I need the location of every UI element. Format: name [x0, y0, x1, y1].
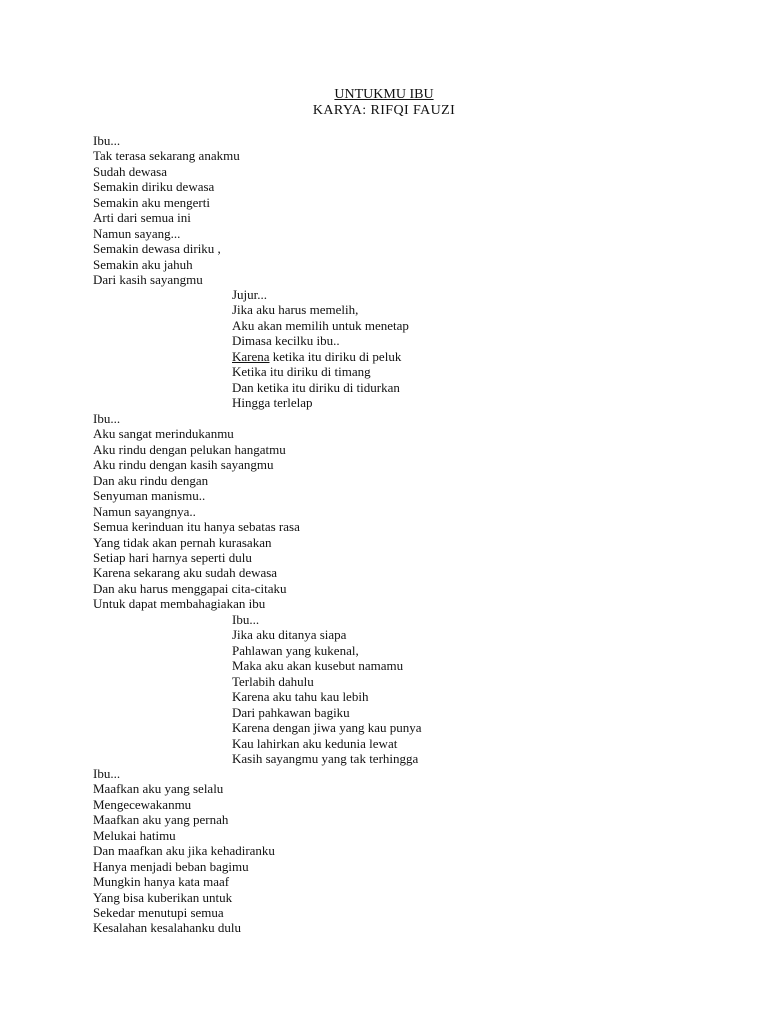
- poem-line: Karena sekarang aku sudah dewasa: [93, 565, 278, 581]
- poem-line: Sudah dewasa: [93, 163, 168, 179]
- poem-line: Sekedar menutupi semua: [93, 904, 224, 920]
- poem-line: Setiap hari harnya seperti dulu: [93, 549, 252, 565]
- stanza-5: [93, 766, 275, 936]
- poem-line: Kesalahan kesalahanku dulu: [93, 920, 242, 936]
- poem-line: Mengecewakanmu: [93, 796, 192, 812]
- poem-line: [232, 349, 409, 364]
- poem-line: Dimasa kecilku ibu..: [232, 333, 340, 349]
- poem-line: Namun sayangnya..: [93, 503, 196, 519]
- poem-line: Ibu...: [93, 766, 121, 781]
- poem-line: Terlabih dahulu: [232, 673, 314, 689]
- poem-line: Maka aku akan kusebut namamu: [232, 658, 404, 674]
- poem-line: Ibu...: [232, 612, 260, 627]
- poem-line: Dan maafkan aku jika kehadiranku: [93, 843, 275, 859]
- poem-line: Hingga terlelap: [232, 395, 313, 411]
- poem-line: Kasih sayangmu yang tak terhingga: [232, 750, 419, 766]
- poem-line: Kau lahirkan aku kedunia lewat: [232, 735, 398, 751]
- poem-line: Pahlawan yang kukenal,: [232, 642, 359, 658]
- poem-line-rest: ketika itu diriku di peluk: [269, 348, 402, 364]
- poem-line: Maafkan aku yang selalu: [93, 781, 224, 797]
- poem-line: Semakin aku jahuh: [93, 256, 193, 272]
- poem-line: Jujur...: [232, 287, 268, 302]
- poem-line: Jika aku ditanya siapa: [232, 627, 347, 643]
- poem-line: Ketika itu diriku di timang: [232, 364, 371, 380]
- poem-line: Yang bisa kuberikan untuk: [93, 889, 233, 905]
- poem-author: KARYA: RIFQI FAUZI: [312, 103, 456, 118]
- poem-line: Mungkin hanya kata maaf: [93, 874, 230, 890]
- poem-line: Aku akan memilih untuk menetap: [232, 317, 409, 333]
- poem-line: Aku rindu dengan pelukan hangatmu: [93, 441, 286, 457]
- poem-line: Dan aku rindu dengan: [93, 472, 209, 488]
- poem-line: Jika aku harus memelih,: [232, 302, 359, 318]
- underlined-word: Karena: [232, 348, 270, 364]
- stanza-3: [93, 411, 300, 612]
- poem-line: Semakin diriku dewasa: [93, 179, 215, 195]
- poem-line: Melukai hatimu: [93, 827, 176, 843]
- poem-line: Maafkan aku yang pernah: [93, 812, 229, 828]
- poem-line: Yang tidak akan pernah kurasakan: [93, 534, 272, 550]
- stanza-1: [93, 133, 240, 287]
- poem-line: Senyuman manismu..: [93, 488, 206, 504]
- poem-line: Aku rindu dengan kasih sayangmu: [93, 457, 274, 473]
- poem-line: Semakin dewasa diriku ,: [93, 241, 221, 257]
- stanza-2: [232, 287, 409, 411]
- poem-line: Dari pahkawan bagiku: [232, 704, 350, 720]
- poem-line: Dan aku harus menggapai cita-citaku: [93, 580, 287, 596]
- poem-line: Ibu...: [93, 411, 121, 426]
- poem-line: Namun sayang...: [93, 225, 181, 241]
- poem-line: Semakin aku mengerti: [93, 194, 210, 210]
- poem-line: Untuk dapat membahagiakan ibu: [93, 596, 266, 612]
- poem-line: Tak terasa sekarang anakmu: [93, 148, 240, 164]
- poem-line: Karena dengan jiwa yang kau punya: [232, 720, 422, 736]
- poem-line: Arti dari semua ini: [93, 210, 191, 226]
- poem-line: Aku sangat merindukanmu: [93, 426, 234, 442]
- stanza-4: [232, 612, 422, 766]
- poem-line: Ibu...: [93, 133, 121, 148]
- poem-line: Hanya menjadi beban bagimu: [93, 858, 249, 874]
- poem-line: Dan ketika itu diriku di tidurkan: [232, 379, 400, 395]
- poem-line: Semua kerinduan itu hanya sebatas rasa: [93, 519, 300, 535]
- poem-title: UNTUKMU IBU: [334, 87, 434, 102]
- poem-line: Dari kasih sayangmu: [93, 271, 203, 287]
- poem-line: Karena aku tahu kau lebih: [232, 689, 369, 705]
